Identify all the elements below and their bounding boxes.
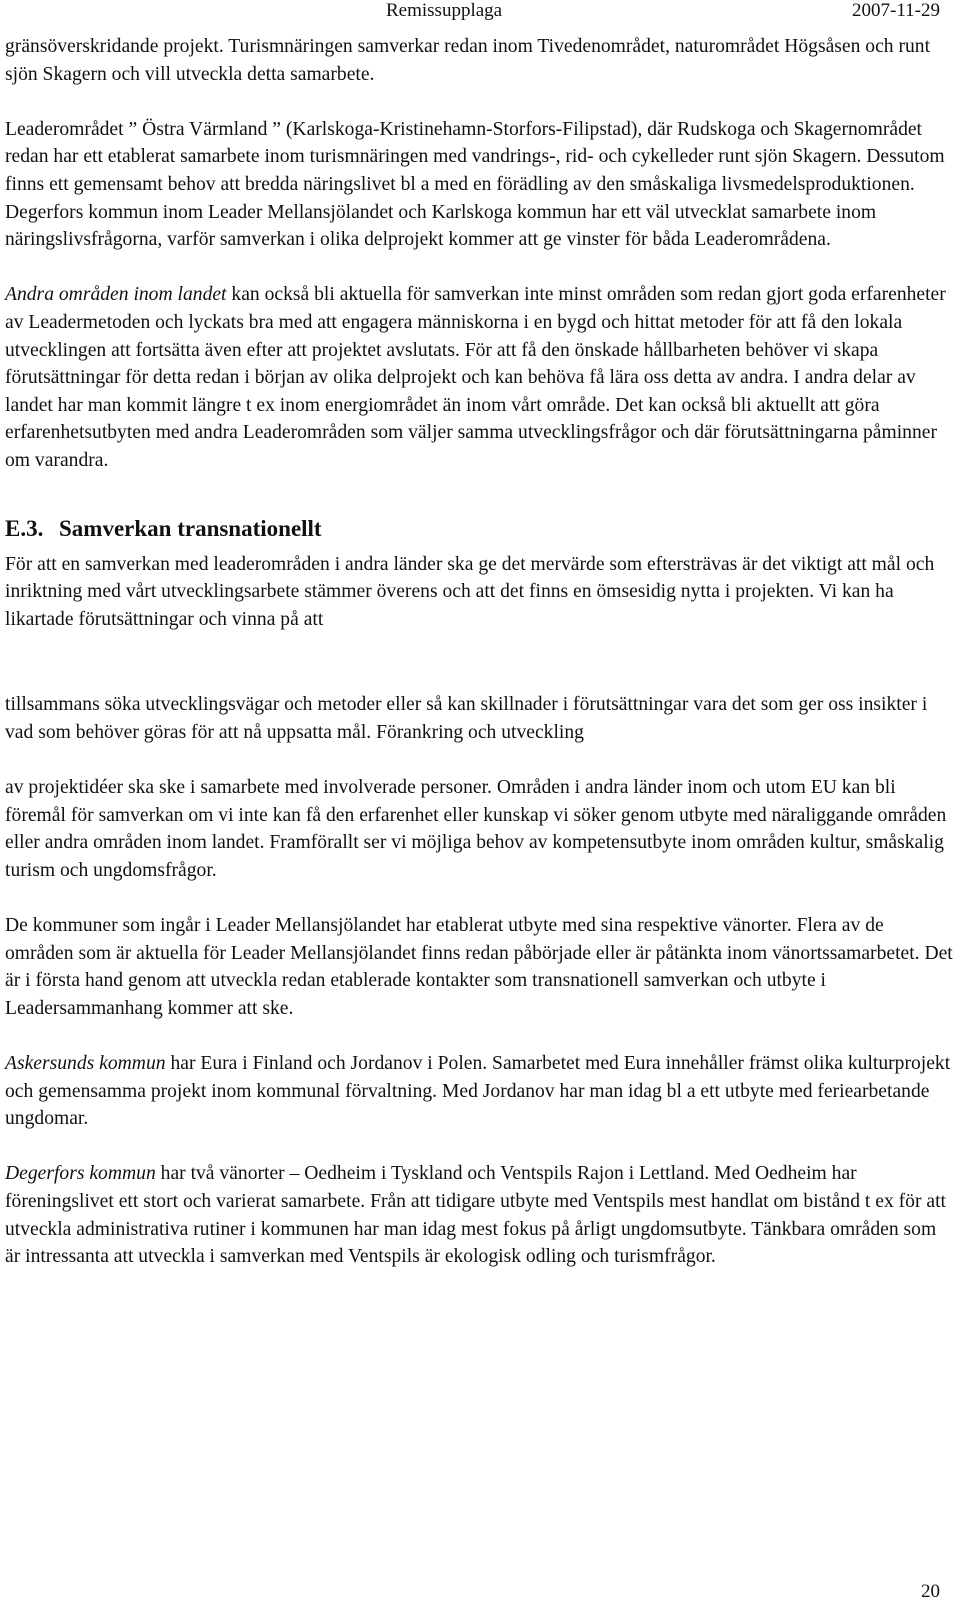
section-title: Samverkan transnationellt (59, 515, 322, 541)
paragraph-ostra-varmland: Leaderområdet ” Östra Värmland ” (Karlskoga-Kristinehamn-Storfors-Filipstad), där Rudskoga och Skagernområdet redan har ett etablerat samarbete inom turismnäringen med vandrings-, rid- och cykelleder runt sjön Skagern. Dessutom finns ett gemensamt behov att bredda näringslivet bl a med en förädling av den småskaliga livsmedelsproduktionen. Degerfors kommun inom Leader Mellansjölandet och Karlskoga kommun har ett väl utvecklat samarbete inom näringslivsfrågorna, varför samverkan i olika delprojekt kommer att ge vinster för båda Leaderområdena. (5, 118, 945, 251)
page-header (0, 0, 960, 28)
italic-lead-degerfors: Degerfors kommun (5, 1163, 156, 1185)
header-label: Remissupplaga (386, 0, 503, 21)
paragraph-askersund-text: har Eura i Finland och Jordanov i Polen. Samarbetet med Eura innehåller främst olika kulturprojekt och gemensamma projekt inom kommunal förvaltning. Med Jordanov har man idag bl a ett utbyte med feriearbetande ungdomar. (5, 1053, 951, 1130)
paragraph-andra-omraden-text: kan också bli aktuella för samverkan inte minst områden som redan gjort goda erfarenheter av Leadermetoden och lyckats bra med att engagera människorna i en bygd och hittat metoder för att få den lokala utvecklingen att fortsätta även efter att projektet avslutats. För att få den önskade hållbarheten behöver vi skapa förutsättningar för detta redan i början av olika delprojekt och kan behöva få lära oss detta av andra. I andra delar av landet har man kommit längre t ex inom energiområdet än inom vårt område. Det kan också bli aktuellt att göra erfarenhetsutbyten med andra Leaderområden som väljer samma utvecklingsfrågor och där förutsättningarna påminner om varandra. (5, 284, 946, 471)
section-heading (5, 515, 955, 543)
paragraph-andra-omraden (5, 281, 955, 474)
italic-lead-askersund: Askersunds kommun (5, 1053, 166, 1074)
document-body (5, 33, 955, 1271)
paragraph-projektideer: av projektidéer ska ske i samarbete med involverade personer. Områden i andra länder inom och utom EU kan bli föremål för samverkan om vi inte kan få den erfarenhet eller kunskap vi söker genom utbyte med näraliggande områden eller andra områden inom landet. Framförallt ser vi möjliga behov av kompetensutbyte inom områden kultur, småskalig turism och ungdomsfrågor. (5, 777, 947, 881)
paragraph-transnational-intro: För att en samverkan med leaderområden i andra länder ska ge det mervärde som eftersträvas är det viktigt att mål och inriktning med vårt utvecklingsarbete stämmer överens och att det finns en ömsesidig nytta i projekten. Vi kan ha likartade förutsättningar och vinna på att (5, 553, 935, 630)
paragraph-degerfors-text: har två vänorter – Oedheim i Tyskland och Ventspils Rajon i Lettland. Med Oedheim har föreningslivet ett stort och varierat samarbete. Från att tidigare utbyte med Ventspils mest handlat om bistånd t ex för att utveckla administrativa rutiner i kommunen har man idag mest fokus på årligt ungdomsutbyte. Tänkbara områden som är intressanta att utveckla i samverkan med Ventspils är ekologisk odling och turismfrågor. (5, 1163, 946, 1268)
paragraph-degerfors (5, 1160, 955, 1270)
paragraph-askersund (5, 1050, 955, 1133)
header-date: 2007-11-29 (852, 0, 940, 21)
paragraph-continuation: gränsöverskridande projekt. Turismnäringen samverkar redan inom Tivedenområdet, naturområdet Högsåsen och runt sjön Skagern och vill utveckla detta samarbete. (5, 36, 931, 85)
section-number: E.3. (5, 515, 44, 541)
paragraph-transnational-cont: tillsammans söka utvecklingsvägar och metoder eller så kan skillnader i förutsättningar vara det som ger oss insikter i vad som behöver göras för att nå uppsatta mål. Förankring och utveckling (5, 694, 928, 743)
paragraph-vanorter: De kommuner som ingår i Leader Mellansjölandet har etablerat utbyte med sina respektive vänorter. Flera av de områden som är aktuella för Leader Mellansjölandet finns redan påbörjade eller är påtänkta inom vänortssamarbetet. Det är i första hand genom att utveckla redan etablerade kontakter som transnationell samverkan och utbyte i Leadersammanhang kommer att ske. (5, 915, 953, 1019)
italic-lead-andra-omraden: Andra områden inom landet (5, 284, 227, 306)
page-number: 20 (921, 1581, 940, 1602)
